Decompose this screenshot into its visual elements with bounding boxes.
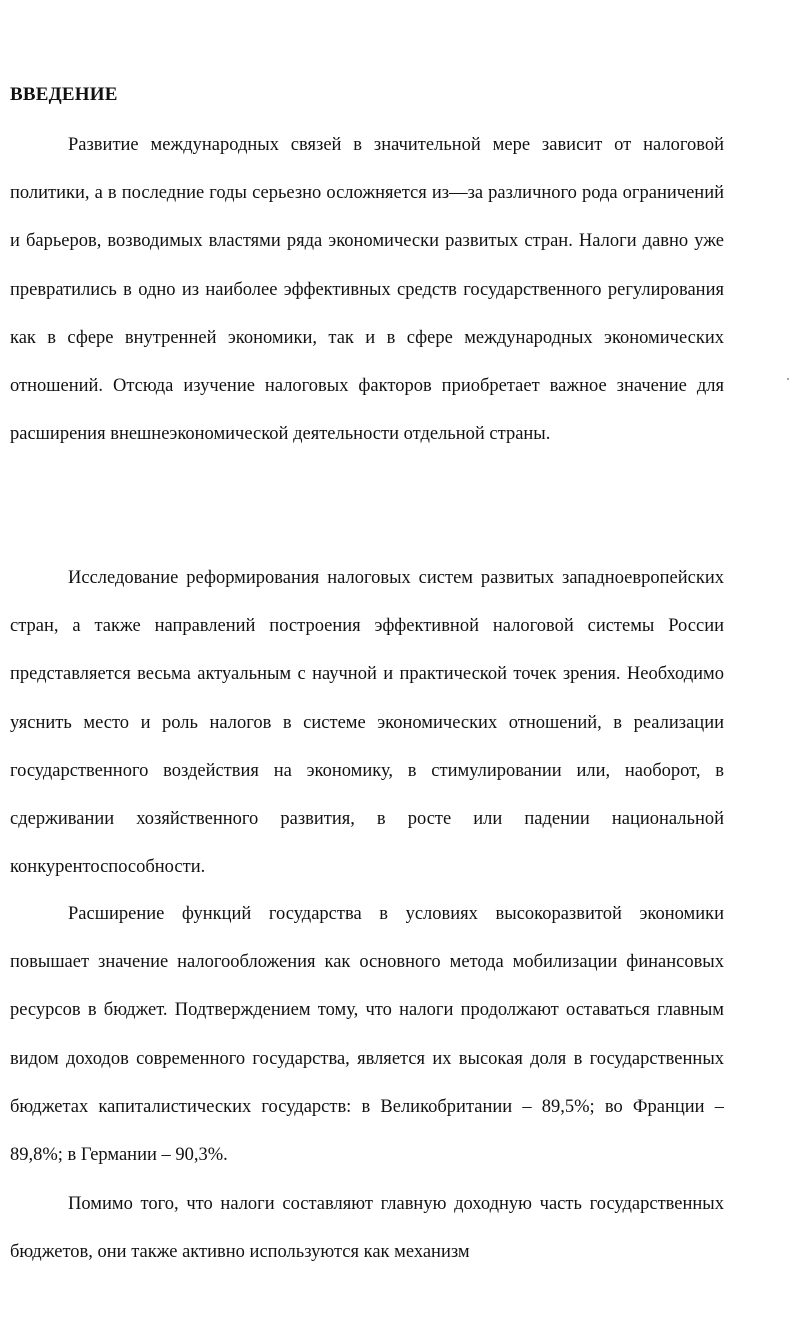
paragraph-1: Развитие международных связей в значительной мере зависит от налоговой политики, а в последние годы серьезно осложняется из—за различного рода ограничений и барьеров, возводимых властями ряда экономически развитых стран. Налоги давно уже превратились в одно из наиболее эффективных средств государственного регулирования как в сфере внутренней экономики, так и в сфере международных экономических отношений. Отсюда изучение налоговых факторов приобретает важное значение для расширения внешнеэкономической деятельности отдельной страны. (10, 135, 724, 445)
section-heading: ВВЕДЕНИЕ (10, 84, 118, 105)
scan-speck (787, 378, 789, 380)
paragraph-2: Исследование реформирования налоговых систем развитых западноевропейских стран, а также направлений построения эффективной налоговой системы России представляется весьма актуальным с научной и практической точек зрения. Необходимо уяснить место и роль налогов в системе экономических отношений, в реализации государственного воздействия на экономику, в стимулировании или, наоборот, в сдерживании хозяйственного развития, в росте или падении национальной конкурентоспособности. (10, 568, 724, 878)
paragraph-4: Помимо того, что налоги составляют главную доходную часть государственных бюджетов, они также активно используются как механизм (10, 1194, 724, 1263)
paragraph-3: Расширение функций государства в условиях высокоразвитой экономики повышает значение налогообложения как основного метода мобилизации финансовых ресурсов в бюджет. Подтверждением тому, что налоги продолжают оставаться главным видом доходов современного государства, является их высокая доля в государственных бюджетах капиталистических государств: в Великобритании – 89,5%; во Франции – 89,8%; в Германии – 90,3%. (10, 904, 724, 1166)
